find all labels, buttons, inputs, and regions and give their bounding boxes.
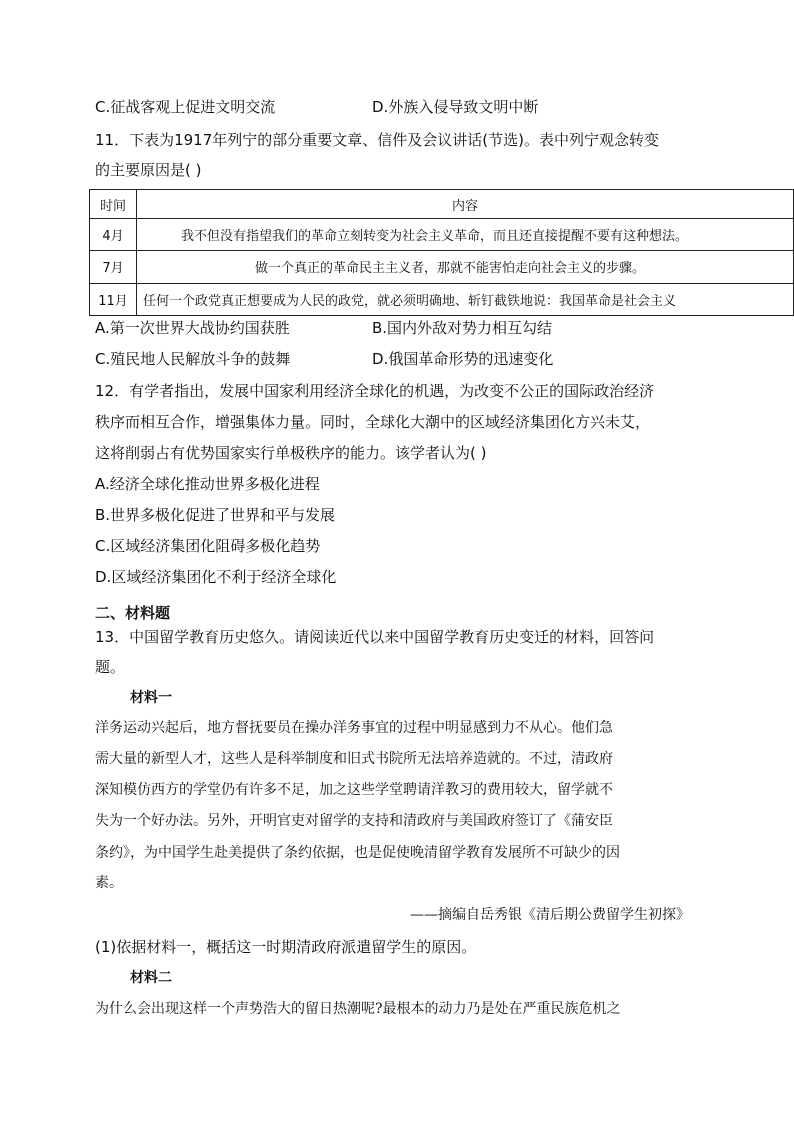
q11-option-c: C.殖民地人民解放斗争的鼓舞 <box>95 350 291 368</box>
table-cell-time: 7月 <box>90 251 137 283</box>
table-row <box>90 219 794 251</box>
q11-option-b: B.国内外敌对势力相互勾结 <box>372 319 553 337</box>
q12-option-c: C.区域经济集团化阻碍多极化趋势 <box>95 537 321 555</box>
material1-line: 条约》，为中国学生赴美提供了条约依据，也是促使晚清留学教育发展所不可缺少的因 <box>95 845 620 861</box>
q10-option-d: D.外族入侵导致文明中断 <box>372 98 539 116</box>
table-header-row <box>90 190 794 219</box>
material1-line: 深知模仿西方的学堂仍有许多不足，加之这些学堂聘请洋教习的费用较大，留学就不 <box>95 782 613 798</box>
q11-stem-line2: 的主要原因是( ) <box>95 161 202 179</box>
q13-stem-line1: 13．中国留学教育历史悠久。请阅读近代以来中国留学教育历史变迁的材料，回答问 <box>95 628 655 646</box>
q10-option-c: C.征战客观上促进文明交流 <box>95 98 276 116</box>
table-cell-content: 任何一个政党真正想要成为人民的政党，就必须明确地、斩钉截铁地说：我国革命是社会主义 <box>137 283 794 315</box>
q13-stem-line2: 题。 <box>95 658 126 676</box>
q11-option-d: D.俄国革命形势的迅速变化 <box>372 350 554 368</box>
table-header-time: 时间 <box>90 190 137 219</box>
table-row <box>90 251 794 283</box>
material1-source: ——摘编自岳秀银《清后期公费留学生初探》 <box>410 907 690 923</box>
table-cell-content: 做一个真正的革命民主主义者，那就不能害怕走向社会主义的步骤。 <box>137 251 794 283</box>
q12-option-b: B.世界多极化促进了世界和平与发展 <box>95 506 336 524</box>
material2-line: 为什么会出现这样一个声势浩大的留日热潮呢?最根本的动力乃是处在严重民族危机之 <box>95 1001 621 1017</box>
table-cell-time: 4月 <box>90 219 137 251</box>
q11-table <box>89 189 794 316</box>
section-heading: 二、材料题 <box>95 604 171 622</box>
material2-title: 材料二 <box>130 970 172 986</box>
q12-stem-line1: 12．有学者指出，发展中国家利用经济全球化的机遇，为改变不公正的国际政治经济 <box>95 382 655 400</box>
material1-line: 失为一个好办法。另外，开明官吏对留学的支持和清政府与美国政府签订了《蒲安臣 <box>95 813 613 829</box>
q12-stem-line3: 这将削弱占有优势国家实行单极秩序的能力。该学者认为( ) <box>95 444 487 462</box>
table-cell-time: 11月 <box>90 283 137 315</box>
q12-stem-line2: 秩序而相互合作，增强集体力量。同时，全球化大潮中的区域经济集团化方兴未艾， <box>95 413 651 431</box>
material1-title: 材料一 <box>130 690 172 706</box>
table-row <box>90 283 794 315</box>
q12-option-d: D.区域经济集团化不利于经济全球化 <box>95 568 337 586</box>
q13-sub-question-1: (1)依据材料一，概括这一时期清政府派遣留学生的原因。 <box>95 938 477 956</box>
material1-line: 需大量的新型人才，这些人是科举制度和旧式书院所无法培养造就的。不过，清政府 <box>95 751 613 767</box>
table-header-content: 内容 <box>137 190 794 219</box>
q12-option-a: A.经济全球化推动世界多极化进程 <box>95 475 320 493</box>
material1-line: 素。 <box>95 875 123 891</box>
q11-option-a: A.第一次世界大战协约国获胜 <box>95 319 290 337</box>
table-cell-content: 我不但没有指望我们的革命立刻转变为社会主义革命，而且还直接提醒不要有这种想法。 <box>137 219 794 251</box>
material1-line: 洋务运动兴起后，地方督抚要员在操办洋务事宜的过程中明显感到力不从心。他们急 <box>95 720 613 736</box>
q11-stem-line1: 11．下表为1917年列宁的部分重要文章、信件及会议讲话(节选)。表中列宁观念转变 <box>95 131 659 149</box>
